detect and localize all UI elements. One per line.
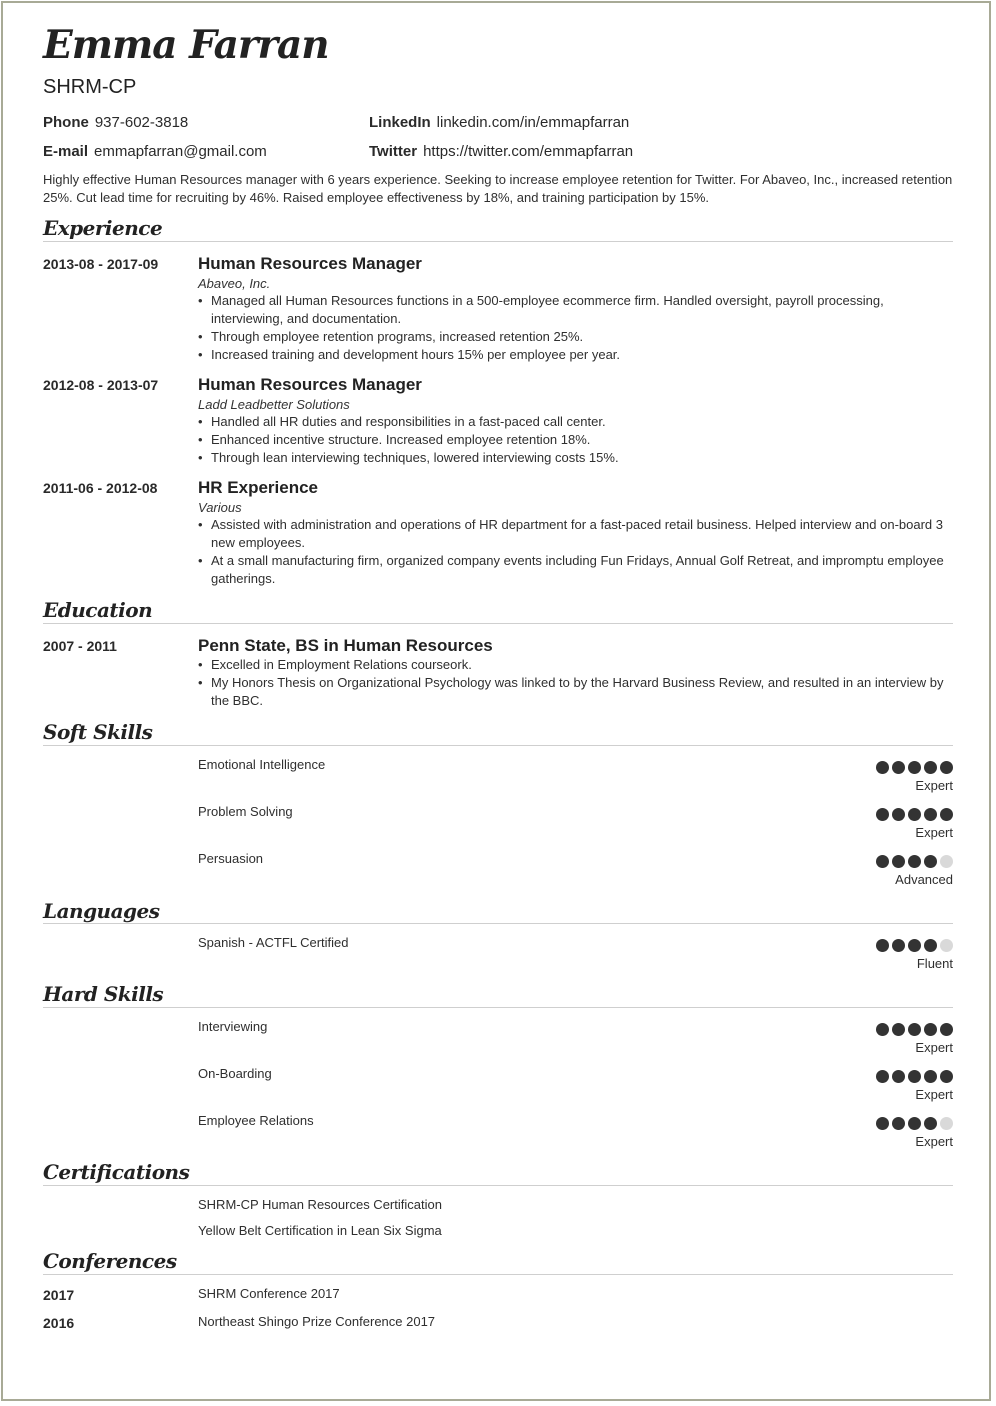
conference-name: Northeast Shingo Prize Conference 2017 [198, 1314, 436, 1329]
rating-dot-filled [876, 1070, 889, 1083]
rating-dot-filled [908, 1117, 921, 1130]
rating-dot-empty [940, 1117, 953, 1130]
phone-label: Phone [43, 114, 89, 131]
job-company: Ladd Leadbetter Solutions [198, 397, 350, 412]
job-title: Human Resources Manager [198, 254, 422, 273]
certifications-heading: Certifications [43, 1160, 190, 1184]
conferences-heading: Conferences [43, 1249, 177, 1273]
bullet-item: • Excelled in Employment Relations courseork. [198, 656, 954, 674]
rating-dot-empty [940, 855, 953, 868]
certification-item: Yellow Belt Certification in Lean Six Sigma [198, 1223, 442, 1238]
bullet-item: • Through lean interviewing techniques, lowered interviewing costs 15%. [198, 449, 954, 467]
skill-name: Problem Solving [198, 804, 293, 819]
skill-name: Persuasion [198, 851, 264, 866]
education-heading: Education [43, 598, 153, 622]
rating-dot-filled [924, 761, 937, 774]
soft-skills-heading: Soft Skills [43, 720, 153, 744]
skill-level: Expert [915, 1134, 953, 1149]
rating-dot-filled [908, 855, 921, 868]
linkedin-contact [369, 114, 629, 131]
bullet-item: • Through employee retention programs, increased retention 25%. [198, 328, 954, 346]
certifications-divider [43, 1185, 953, 1186]
skill-rating [876, 855, 953, 868]
rating-dot-filled [940, 1023, 953, 1036]
education-divider [43, 623, 953, 624]
skill-rating [876, 1117, 953, 1130]
twitter-label: Twitter [369, 143, 418, 160]
skill-level: Advanced [895, 872, 953, 887]
twitter-contact [369, 143, 633, 160]
rating-dot-filled [876, 855, 889, 868]
rating-dot-filled [908, 808, 921, 821]
rating-dot-empty [940, 939, 953, 952]
conference-year: 2017 [43, 1287, 75, 1303]
rating-dot-filled [892, 855, 905, 868]
rating-dot-filled [924, 808, 937, 821]
certification-item: SHRM-CP Human Resources Certification [198, 1197, 442, 1212]
skill-level: Expert [915, 825, 953, 840]
rating-dot-filled [892, 1070, 905, 1083]
linkedin-label: LinkedIn [369, 114, 431, 131]
bullet-item: • My Honors Thesis on Organizational Psychology was linked to by the Harvard Business Review, and resulted in an interview by the BBC. [198, 674, 954, 710]
language-rating [876, 939, 953, 952]
skill-rating [876, 808, 953, 821]
twitter-value[interactable]: https://twitter.com/emmapfarran [423, 143, 634, 160]
job-bullets [198, 516, 954, 588]
soft-skills-divider [43, 745, 953, 746]
rating-dot-filled [908, 1023, 921, 1036]
rating-dot-filled [876, 1023, 889, 1036]
candidate-title: SHRM-CP [43, 76, 137, 98]
languages-divider [43, 923, 953, 924]
language-level: Fluent [916, 956, 953, 971]
linkedin-value[interactable]: linkedin.com/in/emmapfarran [436, 114, 630, 131]
bullet-item: • Increased training and development hours 15% per employee per year. [198, 346, 954, 364]
hard-skills-divider [43, 1007, 953, 1008]
bullet-item: • At a small manufacturing firm, organized company events including Fun Fridays, Annual Golf Retreat, and impromptu employee gatherings. [198, 552, 954, 588]
bullet-item: • Assisted with administration and operations of HR department for a fast-paced retail business. Helped interview and on-board 3 new employees. [198, 516, 954, 552]
email-value[interactable]: emmapfarran@gmail.com [94, 143, 267, 160]
skill-level: Expert [915, 778, 953, 793]
skill-name: Emotional Intelligence [198, 757, 326, 772]
job-bullets [198, 413, 954, 467]
skill-name: Employee Relations [198, 1113, 314, 1128]
conference-year: 2016 [43, 1315, 75, 1331]
job-dates: 2011-06 - 2012-08 [43, 480, 158, 496]
rating-dot-filled [892, 808, 905, 821]
skill-name: Interviewing [198, 1019, 268, 1034]
education-dates: 2007 - 2011 [43, 638, 117, 654]
experience-heading: Experience [43, 216, 163, 240]
rating-dot-filled [892, 1023, 905, 1036]
skill-rating [876, 761, 953, 774]
rating-dot-filled [908, 939, 921, 952]
phone-value: 937-602-3818 [94, 114, 189, 131]
languages-heading: Languages [43, 899, 160, 923]
rating-dot-filled [924, 1070, 937, 1083]
rating-dot-filled [924, 855, 937, 868]
rating-dot-filled [876, 1117, 889, 1130]
rating-dot-filled [876, 939, 889, 952]
skill-rating [876, 1070, 953, 1083]
rating-dot-filled [924, 1117, 937, 1130]
conference-name: SHRM Conference 2017 [198, 1286, 340, 1301]
skill-level: Expert [915, 1040, 953, 1055]
rating-dot-filled [908, 1070, 921, 1083]
skill-rating [876, 1023, 953, 1036]
hard-skills-heading: Hard Skills [43, 982, 164, 1006]
job-dates: 2013-08 - 2017-09 [43, 256, 159, 272]
rating-dot-filled [892, 939, 905, 952]
summary-text: Highly effective Human Resources manager with 6 years experience. Seeking to increase employee retention for Twitter. For Abaveo, Inc., increased retention 25%. Cut lead time for recruiting by 46%. Raised employee effectiveness by 18%, and training participation by 15%. [43, 172, 953, 205]
bullet-item: • Handled all HR duties and responsibilities in a fast-paced call center. [198, 413, 954, 431]
education-bullets [198, 656, 954, 710]
rating-dot-filled [908, 761, 921, 774]
rating-dot-filled [924, 939, 937, 952]
experience-divider [43, 241, 953, 242]
job-title: HR Experience [198, 478, 318, 497]
rating-dot-filled [892, 761, 905, 774]
job-bullets [198, 292, 954, 364]
bullet-item: • Managed all Human Resources functions in a 500-employee ecommerce firm. Handled oversight, payroll processing, interviewing, and documentation. [198, 292, 954, 328]
job-title: Human Resources Manager [198, 375, 422, 394]
skill-name: On-Boarding [198, 1066, 272, 1081]
rating-dot-filled [924, 1023, 937, 1036]
bullet-item: • Enhanced incentive structure. Increased employee retention 18%. [198, 431, 954, 449]
rating-dot-filled [940, 761, 953, 774]
rating-dot-filled [940, 808, 953, 821]
rating-dot-filled [876, 808, 889, 821]
job-company: Abaveo, Inc. [198, 276, 271, 291]
rating-dot-filled [876, 761, 889, 774]
education-degree: Penn State, BS in Human Resources [198, 636, 493, 655]
skill-level: Expert [915, 1087, 953, 1102]
job-dates: 2012-08 - 2013-07 [43, 377, 159, 393]
language-name: Spanish - ACTFL Certified [198, 935, 349, 950]
conferences-divider [43, 1274, 953, 1275]
phone-contact [43, 114, 188, 131]
rating-dot-filled [892, 1117, 905, 1130]
job-company: Various [198, 500, 242, 515]
email-contact [43, 143, 267, 160]
candidate-name: Emma Farran [43, 22, 329, 68]
rating-dot-filled [940, 1070, 953, 1083]
email-label: E-mail [43, 143, 89, 160]
